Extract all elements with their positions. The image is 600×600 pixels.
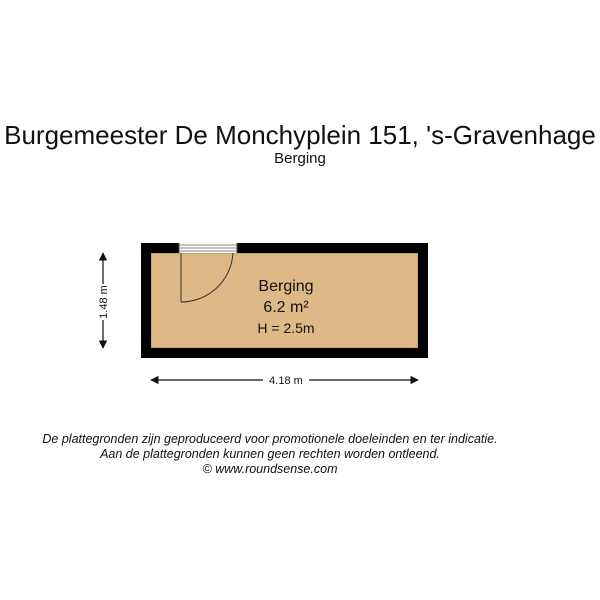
page-title: Burgemeester De Monchyplein 151, 's-Gravenhage (4, 120, 596, 150)
disclaimer (0, 432, 540, 477)
depth-label: 1.48 m (98, 285, 110, 319)
width-label: 4.18 m (269, 375, 303, 387)
floor-label: Berging (274, 150, 326, 167)
width-dimension (151, 372, 418, 388)
depth-dimension (95, 253, 111, 348)
room-name: Berging (258, 278, 314, 295)
copyright-line: © www.roundsense.com (202, 462, 338, 476)
room-height: H = 2.5m (257, 320, 315, 336)
disclaimer-line-2: Aan de plattegronden kunnen geen rechten worden ontleend. (100, 447, 440, 461)
disclaimer-line-1: De plattegronden zijn geproduceerd voor promotionele doeleinden en ter indicatie. (42, 432, 498, 446)
room-area: 6.2 m² (263, 299, 309, 316)
